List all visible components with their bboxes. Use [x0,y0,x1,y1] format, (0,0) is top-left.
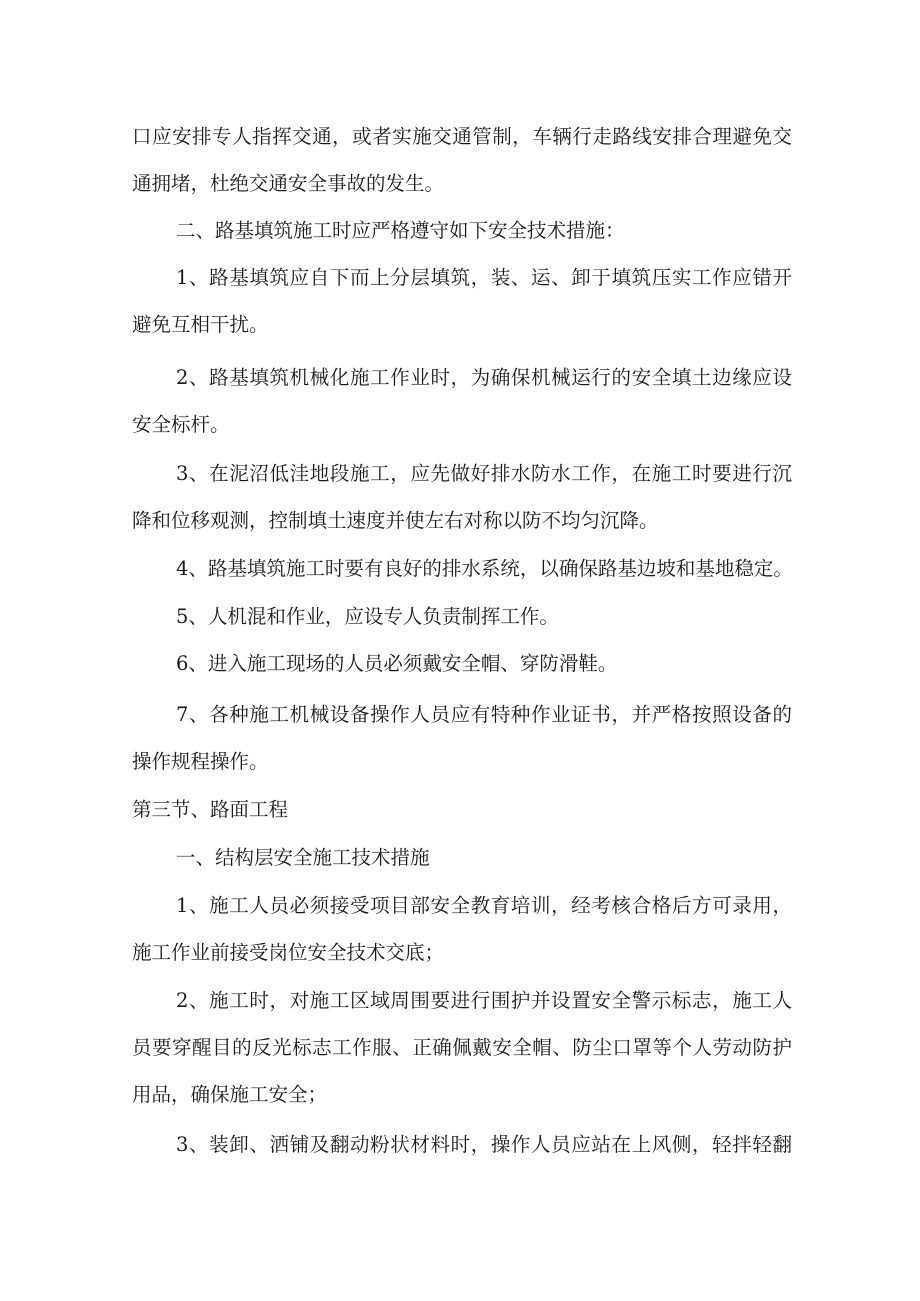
paragraph-line: 1、路基填筑应自下而上分层填筑，装、运、卸于填筑压实工作应错开 [176,266,792,289]
paragraph-line: 7、各种施工机械设备操作人员应有特种作业证书，并严格按照设备的 [176,703,792,726]
paragraph-line: 施工作业前接受岗位安全技术交底； [132,941,445,964]
paragraph-line: 6、进入施工现场的人员必须戴安全帽、穿防滑鞋。 [176,652,618,675]
chapter-heading: 第三节、路面工程 [132,798,289,821]
paragraph-line: 口应安排专人指挥交通，或者实施交通管制，车辆行走路线安排合理避免交 [132,125,792,148]
paragraph-line: 员要穿醒目的反光标志工作服、正确佩戴安全帽、防尘口罩等个人劳动防护 [132,1036,792,1059]
paragraph-line: 用品，确保施工安全； [132,1083,328,1106]
section-heading: 一、结构层安全施工技术措施 [176,846,430,869]
paragraph-line: 避免互相干扰。 [132,313,269,336]
paragraph-line: 1、施工人员必须接受项目部安全教育培训，经考核合格后方可录用， [176,894,792,917]
paragraph-line: 降和位移观测，控制填土速度并使左右对称以防不均匀沉降。 [132,509,659,532]
paragraph-line: 通拥堵，杜绝交通安全事故的发生。 [132,172,445,195]
paragraph-line: 4、路基填筑施工时要有良好的排水系统，以确保路基边坡和基地稳定。 [176,557,793,580]
paragraph-line: 2、路基填筑机械化施工作业时，为确保机械运行的安全填土边缘应设 [176,366,792,389]
paragraph-line: 安全标杆。 [132,413,230,436]
section-heading: 二、路基填筑施工时应严格遵守如下安全技术措施： [176,219,625,242]
paragraph-line: 3、在泥沼低洼地段施工，应先做好排水防水工作，在施工时要进行沉 [176,462,792,485]
paragraph-line: 5、人机混和作业，应设专人负责制挥工作。 [176,605,559,628]
paragraph-line: 2、施工时，对施工区域周围要进行围护并设置安全警示标志，施工人 [176,989,792,1012]
paragraph-line: 3、装卸、洒铺及翻动粉状材料时，操作人员应站在上风侧，轻拌轻翻 [176,1133,792,1156]
paragraph-line: 操作规程操作。 [132,750,269,773]
